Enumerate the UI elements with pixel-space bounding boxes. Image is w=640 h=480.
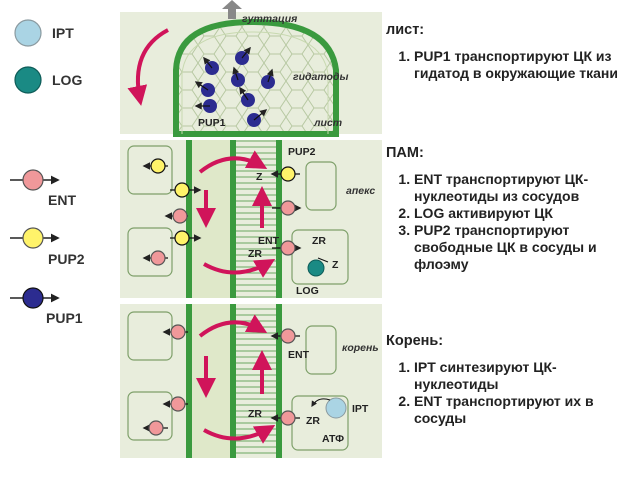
root-item-2: 2. ENT транспортируют их в сосуды <box>414 393 636 427</box>
sam-item-1: 1. ENT транспортируют ЦК-нуклеотиды из сосудов <box>414 171 636 205</box>
sam-heading: ПАМ: <box>386 145 424 161</box>
root-description <box>386 333 636 427</box>
pup1-legend-icon <box>10 288 58 308</box>
leaf-label: лист <box>314 117 343 129</box>
log-legend-label: LOG <box>52 72 83 88</box>
sam-log-label: LOG <box>296 285 319 297</box>
root-ent-label: ENT <box>288 349 309 361</box>
guttation-label: гуттация <box>242 13 298 25</box>
pup1-legend-label: PUP1 <box>46 310 83 326</box>
log-enzyme <box>308 260 324 276</box>
leaf-panel <box>120 0 382 134</box>
root-item-1: 1. IPT синтезируют ЦК-нуклеотиды <box>414 359 636 393</box>
sam-item-3: 3. PUP2 транспортируют свободные ЦК в сосуды и флоэму <box>414 222 636 273</box>
legend <box>10 20 85 326</box>
root-atp-label: АТФ <box>322 433 345 445</box>
leaf-item: 1. PUP1 транспортируют ЦК из гидатод в окружающие ткани <box>414 48 636 82</box>
ipt-legend-icon <box>15 20 41 46</box>
sam-pup2-label: PUP2 <box>288 146 316 158</box>
leaf-pup1-label: PUP1 <box>198 117 226 129</box>
ipt-legend-label: IPT <box>52 25 74 41</box>
root-zr-right: ZR <box>306 415 320 427</box>
ipt-enzyme <box>326 398 346 418</box>
leaf-heading: лист: <box>386 22 425 38</box>
root-ipt-label: IPT <box>352 403 369 415</box>
sam-item-2: 2. LOG активируют ЦК <box>414 205 636 222</box>
sam-list <box>386 171 636 273</box>
leaf-description <box>386 22 636 82</box>
log-legend-icon <box>15 67 41 93</box>
sam-z-right: Z <box>332 259 339 271</box>
sam-zr-left: ZR <box>248 248 262 260</box>
apex-label: апекс <box>346 185 376 197</box>
root-heading: Корень: <box>386 333 444 349</box>
root-list <box>386 359 636 427</box>
leaf-list <box>386 48 636 82</box>
sam-z-left: Z <box>256 171 263 183</box>
sam-panel <box>120 140 382 298</box>
ent-legend-icon <box>10 170 58 190</box>
sam-zr-right: ZR <box>312 235 326 247</box>
root-label: корень <box>342 342 379 354</box>
pup2-legend-label: PUP2 <box>48 251 85 267</box>
ent-legend-label: ENT <box>48 192 76 208</box>
sam-ent-label: ENT <box>258 235 279 247</box>
hydathodes-label: гидатоды <box>293 71 349 83</box>
sam-description <box>386 145 636 273</box>
pup2-legend-icon <box>10 228 58 248</box>
root-zr-left: ZR <box>248 408 262 420</box>
root-panel <box>120 304 382 458</box>
